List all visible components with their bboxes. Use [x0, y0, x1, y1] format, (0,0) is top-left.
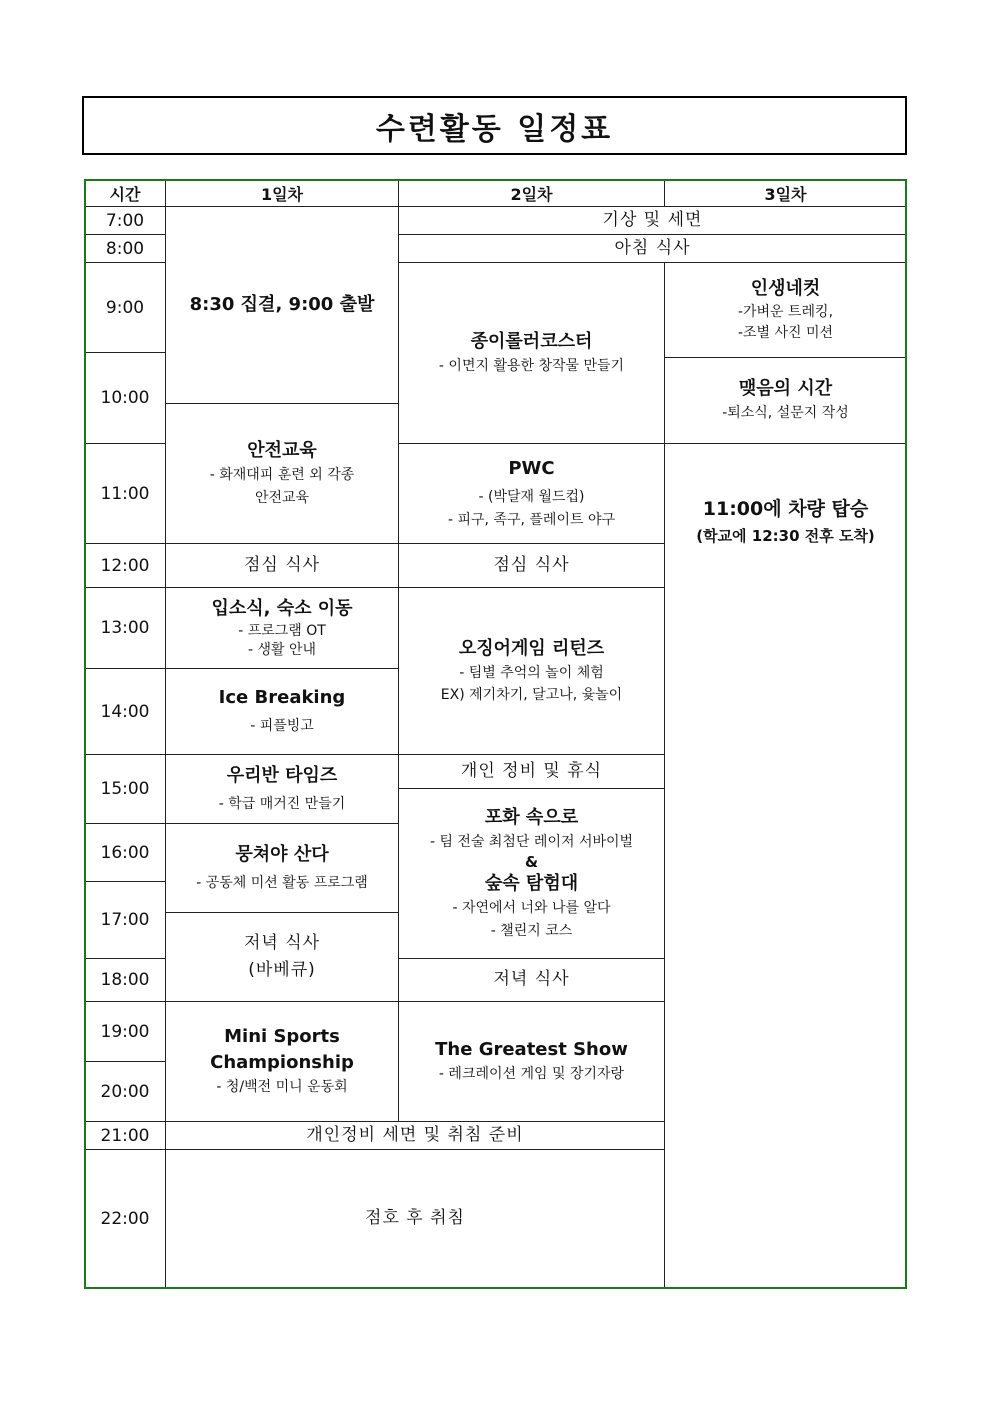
time-1000: 10:00	[84, 352, 166, 444]
day2-lunch-text: 점심 식사	[493, 554, 570, 575]
opening-sub: - 프로그램 OT - 생활 안내	[238, 623, 326, 659]
time-1200: 12:00	[84, 543, 166, 588]
day2-rest	[398, 754, 665, 789]
time-2000: 20:00	[84, 1061, 166, 1122]
breakfast	[398, 234, 907, 263]
header-day2: 2일차	[398, 179, 665, 207]
squid-game-sub: - 팀별 추억의 놀이 체험 EX) 제기차기, 달고나, 윷놀이	[440, 664, 623, 704]
day2-rollercoaster	[398, 262, 665, 444]
time-1400: 14:00	[84, 668, 166, 755]
evening-prep	[165, 1121, 665, 1150]
day3-closing	[664, 357, 907, 444]
day1-safety	[165, 403, 399, 544]
pwc-sub-2: - 피구, 족구, 플레이트 야구	[448, 511, 615, 528]
time-0700: 7:00	[84, 206, 166, 235]
day1-dinner-line2: (바베큐)	[248, 960, 316, 980]
header-day1: 1일차	[165, 179, 399, 207]
mini-sports-title-1: Mini Sports	[224, 1026, 340, 1048]
greatest-show-sub: - 레크레이션 게임 및 장기자랑	[438, 1066, 625, 1083]
icebreaking-title: Ice Breaking	[218, 687, 346, 709]
day1-departure	[165, 206, 399, 404]
header-time: 시간	[84, 179, 166, 207]
wake-up	[398, 206, 907, 235]
lights-out	[165, 1149, 665, 1289]
day2-shell-forest	[398, 788, 665, 959]
shell-ampersand: &	[524, 853, 539, 872]
day2-dinner	[398, 958, 665, 1002]
forest-sub: - 자연에서 너와 나를 알다 - 챌린지 코스	[452, 900, 611, 939]
day2-greatest-show	[398, 1001, 665, 1122]
forest-title: 숲속 탐험대	[484, 873, 579, 895]
page-title: 수련활동 일정표	[82, 96, 907, 155]
day1-together	[165, 823, 399, 913]
day2-squid-game	[398, 587, 665, 755]
time-2100: 21:00	[84, 1121, 166, 1150]
lights-out-text: 점호 후 취침	[365, 1208, 465, 1229]
day3-four-cut	[664, 262, 907, 358]
departure-text: 8:30 집결, 9:00 출발	[189, 293, 375, 315]
shell-title: 포화 속으로	[484, 806, 579, 828]
icebreaking-sub: - 피플빙고	[250, 718, 314, 735]
day2-rest-text: 개인 정비 및 휴식	[460, 760, 603, 781]
time-0900: 9:00	[84, 262, 166, 353]
evening-prep-text: 개인정비 세면 및 취침 준비	[306, 1124, 524, 1145]
time-0800: 8:00	[84, 234, 166, 263]
opening-title: 입소식, 숙소 이동	[211, 598, 353, 620]
time-1800: 18:00	[84, 958, 166, 1002]
closing-sub: -퇴소식, 설문지 작성	[722, 405, 849, 422]
header-day3: 3일차	[664, 179, 907, 207]
time-2200: 22:00	[84, 1149, 166, 1289]
mini-sports-title-2: Championship	[210, 1052, 354, 1074]
bus-sub: (학교에 12:30 전후 도착)	[696, 526, 875, 545]
day2-lunch	[398, 543, 665, 588]
four-cut-sub: -가벼운 트레킹, -조별 사진 미션	[737, 304, 834, 342]
time-1600: 16:00	[84, 823, 166, 882]
safety-sub: - 화재대피 훈련 외 각종 안전교육	[209, 467, 355, 506]
squid-game-title: 오징어게임 리턴즈	[458, 637, 605, 659]
day1-icebreaking	[165, 668, 399, 755]
day3-bus	[664, 443, 907, 1289]
together-title: 뭉쳐야 산다	[235, 843, 329, 865]
pwc-sub-1: - (박달재 월드컵)	[478, 489, 585, 506]
four-cut-title: 인생네컷	[750, 277, 821, 299]
shell-sub: - 팀 전술 최첨단 레이저 서바이벌	[429, 833, 634, 850]
mini-sports-sub: - 청/백전 미니 운동회	[216, 1079, 348, 1096]
greatest-show-title: The Greatest Show	[435, 1039, 628, 1061]
rollercoaster-sub: - 이면지 활용한 창작물 만들기	[438, 357, 625, 374]
time-1300: 13:00	[84, 587, 166, 669]
class-times-title: 우리반 타임즈	[226, 764, 338, 786]
day1-mini-sports	[165, 1001, 399, 1122]
together-sub: - 공동체 미션 활동 프로그램	[196, 874, 368, 891]
day1-dinner-line1: 저녁 식사	[243, 932, 321, 953]
pwc-title: PWC	[508, 458, 555, 480]
day1-lunch	[165, 543, 399, 588]
time-1700: 17:00	[84, 881, 166, 959]
time-1100: 11:00	[84, 443, 166, 544]
wake-up-text: 기상 및 세면	[602, 209, 703, 230]
day1-class-times	[165, 754, 399, 824]
day1-opening	[165, 587, 399, 669]
class-times-sub: - 학급 매거진 만들기	[218, 795, 346, 812]
breakfast-text: 아침 식사	[614, 237, 691, 258]
day2-dinner-text: 저녁 식사	[493, 969, 570, 990]
day2-pwc	[398, 443, 665, 544]
day1-dinner	[165, 912, 399, 1002]
safety-title: 안전교육	[247, 440, 317, 462]
time-1900: 19:00	[84, 1001, 166, 1062]
time-1500: 15:00	[84, 754, 166, 824]
closing-title: 맺음의 시간	[738, 378, 833, 400]
bus-title: 11:00에 차량 탑승	[702, 498, 869, 520]
day1-lunch-text: 점심 식사	[243, 554, 321, 575]
rollercoaster-title: 종이롤러코스터	[470, 330, 593, 352]
